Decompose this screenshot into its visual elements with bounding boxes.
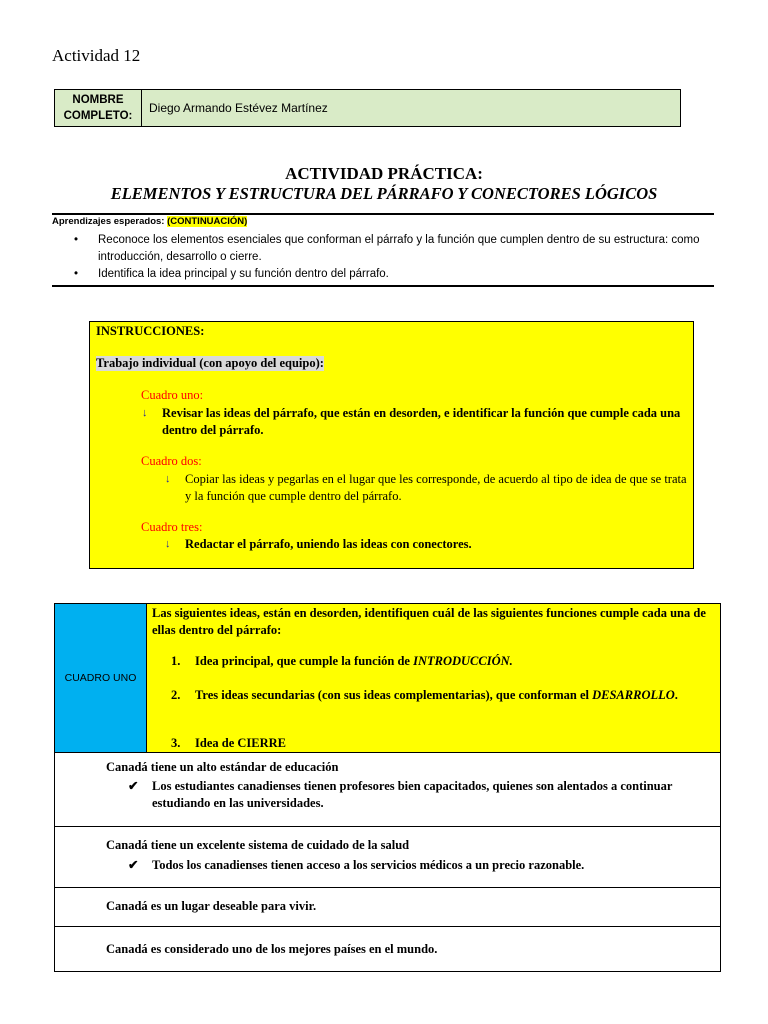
idea-row (54, 888, 721, 927)
function-number: 2. (171, 688, 181, 702)
activity-subheading: ELEMENTOS Y ESTRUCTURA DEL PÁRRAFO Y CONECTORES LÓGICOS (110, 184, 658, 203)
arrow-down-icon: ↓ (142, 407, 148, 419)
divider-top (52, 213, 714, 215)
function-text (195, 653, 709, 670)
function-text-main: Idea principal, que cumple la función de (195, 654, 414, 668)
name-label-line1: NOMBRE (72, 94, 124, 106)
instructions-subtitle: Trabajo individual (con apoyo del equipo): (96, 356, 324, 370)
section-text-tres (165, 536, 687, 553)
section-text-dos (165, 471, 687, 505)
learning-title-text: Aprendizajes esperados: (52, 216, 165, 227)
section-text: Revisar las ideas del párrafo, que están en desorden, e identificar la función que cumple cada una dentro del párrafo. (162, 406, 681, 437)
function-emphasis: DESARROLLO (592, 688, 675, 702)
function-number: 1. (171, 654, 181, 668)
bullet-icon: • (74, 234, 79, 246)
learning-tag: (CONTINUACIÓN) (167, 216, 248, 227)
function-number: 3. (171, 736, 181, 750)
function-text: Idea de CIERRE (195, 736, 286, 750)
idea-row (54, 927, 721, 972)
learning-list (52, 232, 714, 283)
cuadro-uno-intro: Las siguientes ideas, están en desorden, identifiquen cuál de las siguientes funciones cumple cada una de ellas dentro del párrafo: (152, 606, 706, 637)
idea-main: Canadá tiene un excelente sistema de cuidado de la salud (106, 838, 410, 852)
learning-title (52, 216, 247, 227)
divider-bottom (52, 285, 714, 287)
function-emphasis: INTRODUCCIÓN. (413, 654, 513, 668)
cuadro-uno-body (147, 604, 720, 752)
section-label-uno: Cuadro uno: (141, 388, 204, 402)
cuadro-uno-table (54, 603, 721, 753)
arrow-down-icon: ↓ (165, 538, 171, 550)
section-text-uno (142, 405, 687, 439)
idea-row (54, 752, 721, 827)
idea-main: Canadá es un lugar deseable para vivir. (106, 899, 317, 913)
section-text: Redactar el párrafo, uniendo las ideas con conectores. (185, 537, 472, 551)
check-icon: ✔ (128, 858, 139, 872)
section-label-dos: Cuadro dos: (141, 454, 202, 468)
learning-item (52, 266, 714, 283)
section-text: Copiar las ideas y pegarlas en el lugar que les corresponde, de acuerdo al tipo de idea de que se trata y la función que cumple dentro del párrafo. (185, 472, 687, 503)
name-label-line2: COMPLETO: (63, 110, 133, 122)
learning-item (52, 232, 714, 266)
arrow-down-icon: ↓ (165, 473, 171, 485)
idea-sub: Todos los canadienses tienen acceso a los servicios médicos a un precio razonable. (152, 858, 585, 872)
bullet-icon: • (74, 268, 79, 280)
name-label (55, 90, 142, 126)
idea-row (54, 827, 721, 888)
learning-item-text: Identifica la idea principal y su función dentro del párrafo. (98, 268, 389, 280)
name-table (54, 89, 681, 127)
function-text-main: Tres ideas secundarias (con sus ideas complementarias), que conforman el (195, 688, 593, 702)
check-icon: ✔ (128, 779, 139, 793)
idea-sub: Los estudiantes canadienses tienen profesores bien capacitados, quienes son alentados a continuar estudiando en las universidades. (152, 779, 673, 810)
function-tail: . (674, 688, 678, 702)
learning-item-text: Reconoce los elementos esenciales que conforman el párrafo y la función que cumplen dentro de su estructura: como introducción, desarrollo o cierre. (98, 234, 700, 263)
idea-main: Canadá tiene un alto estándar de educación (106, 760, 339, 774)
instructions-box (89, 321, 694, 569)
section-label-tres: Cuadro tres: (141, 520, 203, 534)
activity-heading: ACTIVIDAD PRÁCTICA: (285, 164, 483, 183)
function-text (195, 687, 709, 704)
document-title: Actividad 12 (52, 46, 141, 65)
instructions-title: INSTRUCCIONES: (96, 324, 205, 338)
idea-main: Canadá es considerado uno de los mejores países en el mundo. (106, 942, 438, 956)
cuadro-uno-label: CUADRO UNO (55, 604, 147, 752)
name-value: Diego Armando Estévez Martínez (149, 101, 328, 115)
